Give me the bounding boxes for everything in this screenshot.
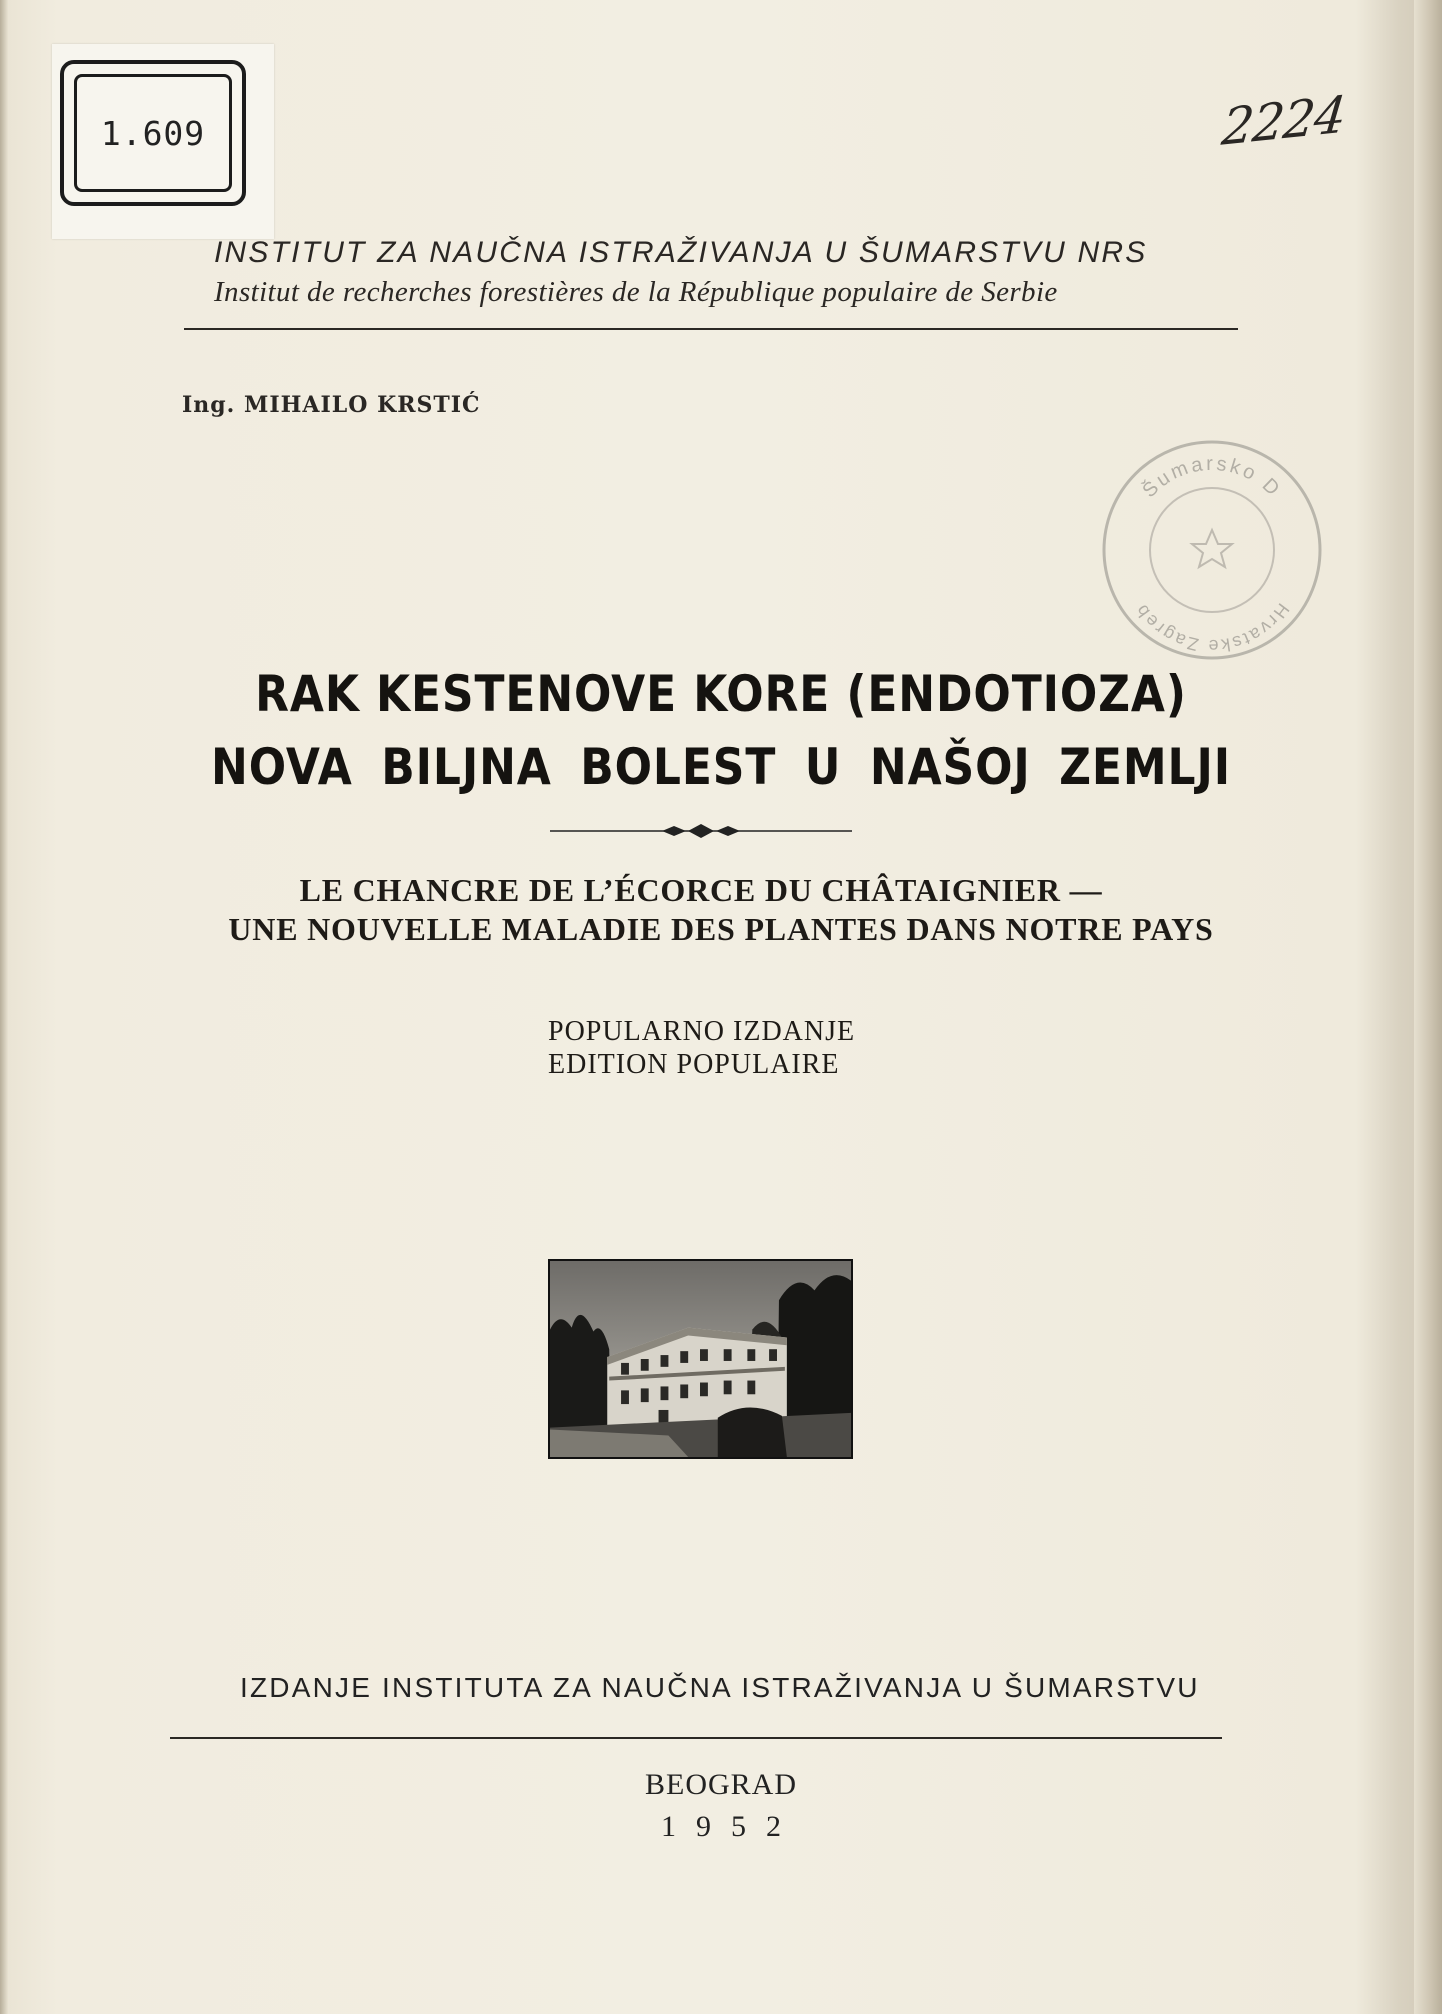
cover-left-edge xyxy=(0,0,8,2014)
stamp-text-bottom: Hrvatske Zagreb xyxy=(1130,599,1294,657)
library-label xyxy=(60,60,246,206)
svg-text:Hrvatske Zagreb xyxy=(1131,600,1294,656)
publication-place: BEOGRAD xyxy=(644,1768,797,1801)
edition-serbian: POPULARNO IZDANJE xyxy=(548,1016,856,1047)
cover-right-edge xyxy=(1414,0,1442,2014)
library-stamp xyxy=(1092,430,1332,670)
call-number: 1.609 xyxy=(74,74,232,192)
institute-name-serbian: INSTITUT ZA NAUČNA ISTRAŽIVANJA U ŠUMARSTVU NRS xyxy=(214,236,1148,269)
title-line-2: NOVA BILJNA BOLEST U NAŠOJ ZEMLJI xyxy=(211,738,1231,796)
publisher-line: IZDANJE INSTITUTA ZA NAUČNA ISTRAŽIVANJA U ŠUMARSTVU xyxy=(240,1672,1200,1703)
subtitle-french-line-1: LE CHANCRE DE L’ÉCORCE DU CHÂTAIGNIER — xyxy=(299,872,1103,908)
subtitle-french-line-2: UNE NOUVELLE MALADIE DES PLANTES DANS NOTRE PAYS xyxy=(228,911,1214,947)
footer-divider xyxy=(170,1737,1222,1739)
header-divider xyxy=(184,328,1238,330)
author-name: Ing. MIHAILO KRSTIĆ xyxy=(182,392,481,418)
publication-year: 1952 xyxy=(661,1810,801,1843)
institute-name-french: Institut de recherches forestières de la République populaire de Serbie xyxy=(214,276,1058,308)
institute-building-photo xyxy=(548,1259,853,1459)
title-line-1: RAK KESTENOVE KORE (ENDOTIOZA) xyxy=(255,665,1187,723)
ornamental-divider xyxy=(550,820,852,842)
stamp-text-top: Šumarsko D xyxy=(1138,452,1286,503)
edition-french: EDITION POPULAIRE xyxy=(548,1049,840,1080)
svg-text:Šumarsko D xyxy=(1138,453,1286,502)
handwritten-inventory-number: 2224 xyxy=(1219,85,1349,157)
